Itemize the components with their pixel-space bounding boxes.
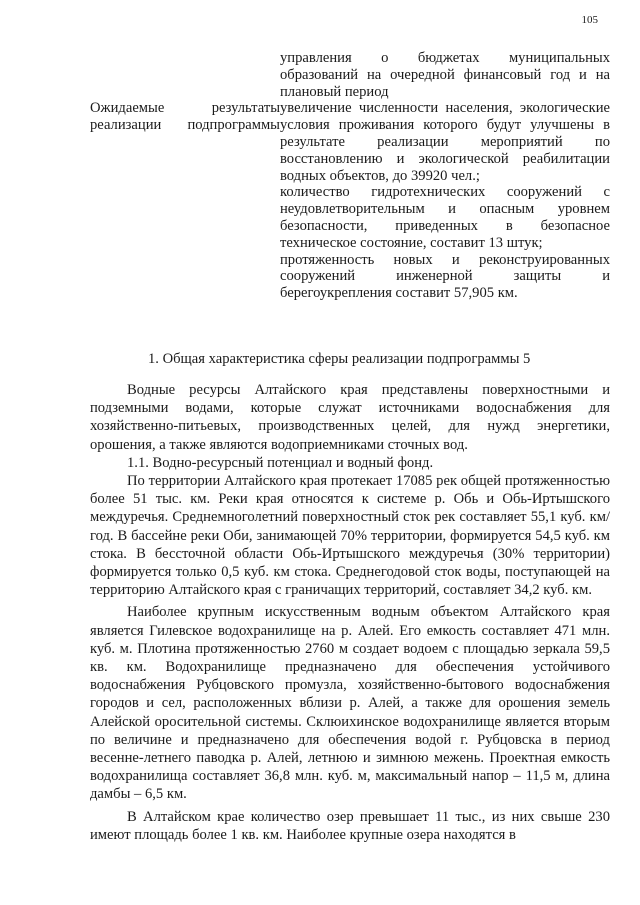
table-cell-continuation xyxy=(280,50,610,100)
section-heading: 1. Общая характеристика сферы реализации подпрограммы 5 xyxy=(148,351,531,367)
paragraph: В Алтайском крае количество озер превышает 11 тыс., из них свыше 230 имеют площадь более 1 кв. км. Наиболее крупные озера находятся в xyxy=(90,808,610,843)
result-item: количество гидротехнических сооружений с неудовлетворительным и опасным уровнем безопасности, приведенных в безопасное техническое состояние, составит 13 штук; xyxy=(280,184,610,251)
result-item: протяженность новых и реконструированных сооружений инженерной защиты и берегоукрепления составит 57,905 км. xyxy=(280,251,610,302)
page-number: 105 xyxy=(581,14,598,26)
paragraph: По территории Алтайского края протекает 17085 рек общей протяженностью более 51 тыс. км. Реки края относятся к системе р. Обь и Обь-Иртышского междуречья. Среднемноголетний поверхностный сток рек составляет 55,1 куб. км/год. В бассейне реки Оби, занимающей 70% территории, формируется 54,5 куб. км стока. В бессточной области Обь-Иртышского междуречья (30% территории) формируется только 0,5 куб. км стока. Среднегодовой сток воды, поступающей на территорию Алтайского края с граничащих территорий, составляет 34,2 куб. км. xyxy=(90,473,610,599)
row-label: Ожидаемые результаты реализации подпрограммы xyxy=(90,100,280,134)
result-item: увеличение численности населения, экологические условия проживания которого будут улучшены в результате реализации мероприятий по восстановлению и экологической реабилитации водных объектов, до 39920 чел.; xyxy=(280,100,610,184)
table-cell-empty xyxy=(90,50,280,100)
table-row-continuation xyxy=(90,50,610,100)
section-body xyxy=(90,381,610,844)
subprogram-passport-table xyxy=(90,50,610,302)
table-row-expected-results xyxy=(90,100,610,302)
paragraph: Водные ресурсы Алтайского края представлены поверхностными и подземными водами, которые служат источниками водоснабжения для хозяйственно-питьевых, производственных целей, для нужд энергетики, орошения, а также являются водоприемниками сточных вод. xyxy=(90,382,610,453)
continuation-text: управления о бюджетах муниципальных образований на очередной финансовый год и на плановый период xyxy=(280,50,610,100)
row-content xyxy=(280,100,610,302)
subsection-heading: 1.1. Водно-ресурсный потенциал и водный фонд. xyxy=(127,454,434,471)
paragraph: Наиболее крупным искусственным водным объектом Алтайского края является Гилевское водохранилище на р. Алей. Его емкость составляет 471 млн. куб. м. Плотина протяженностью 2760 м создает водоем с площадью зеркала 59,5 кв. км. Водохранилище предназначено для обеспечения устойчивого водоснабжения Рубцовского промузла, хозяйственно-бытового водоснабжения городов и сел, расположенных вблизи р. Алей, а также для орошения земель Алейской оросительной системы. Склюихинское водохранилище является вторым по величине и предназначено для обеспечения водой г. Рубцовска в период весенне-летнего паводка р. Алей, летнюю и зимнюю межень. Проектная емкость водохранилища составляет 36,8 млн. куб. м, максимальный напор – 11,5 м, длина дамбы – 6,5 км. xyxy=(90,604,610,803)
